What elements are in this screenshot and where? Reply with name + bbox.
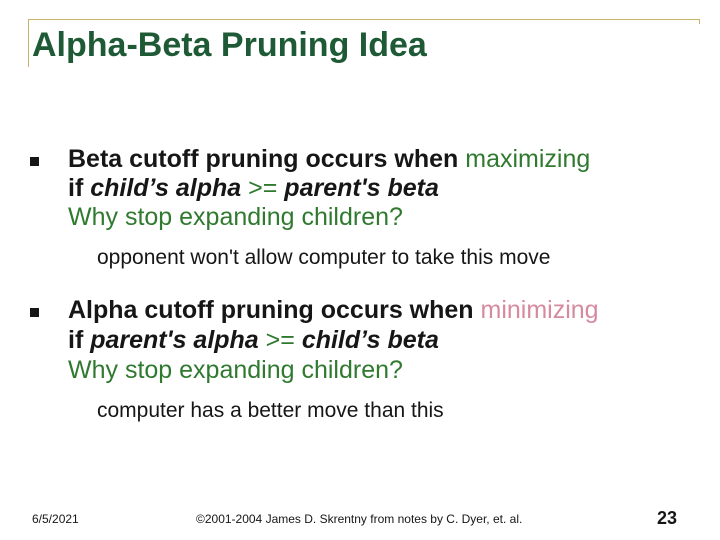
title-frame-top-line bbox=[28, 19, 700, 20]
title-frame-right-line bbox=[699, 19, 700, 24]
slide-title: Alpha-Beta Pruning Idea bbox=[32, 26, 427, 64]
bullet-2-if: if bbox=[68, 326, 91, 354]
bullet-2-answer: computer has a better move than this bbox=[97, 399, 444, 422]
bullet-1-parent-beta: parent's beta bbox=[284, 174, 439, 202]
bullet-1-line-2 bbox=[68, 174, 439, 202]
bullet-1-bold-text: Beta cutoff pruning occurs when bbox=[68, 145, 466, 173]
bullet-2-bold-text: Alpha cutoff pruning occurs when bbox=[68, 296, 481, 324]
bullet-1-maximizing: maximizing bbox=[465, 145, 591, 173]
bullet-2-child-beta: child’s beta bbox=[301, 326, 439, 354]
bullet-square-icon bbox=[30, 308, 39, 317]
bullet-1-operator: >= bbox=[241, 174, 285, 202]
bullet-square-icon bbox=[30, 157, 39, 166]
bullet-2-parent-alpha: parent's alpha bbox=[90, 326, 259, 354]
page-number: 23 bbox=[657, 508, 678, 528]
bullet-1-line-1 bbox=[68, 145, 590, 173]
bullet-1-if: if bbox=[68, 174, 91, 202]
bullet-1-answer: opponent won't allow computer to take this move bbox=[97, 246, 551, 269]
bullet-1-child-alpha: child’s alpha bbox=[90, 174, 242, 202]
footer-credit: ©2001-2004 James D. Skrentny from notes by C. Dyer, et. al. bbox=[196, 512, 523, 526]
bullet-2-line-1 bbox=[68, 296, 599, 324]
bullet-2-minimizing: minimizing bbox=[480, 296, 599, 324]
title-frame-left-line bbox=[28, 19, 29, 67]
bullet-1-question: Why stop expanding children? bbox=[68, 203, 403, 231]
footer-date: 6/5/2021 bbox=[32, 512, 79, 526]
bullet-2-question: Why stop expanding children? bbox=[68, 356, 403, 384]
bullet-2-line-2 bbox=[68, 326, 439, 354]
bullet-2-operator: >= bbox=[258, 326, 302, 354]
